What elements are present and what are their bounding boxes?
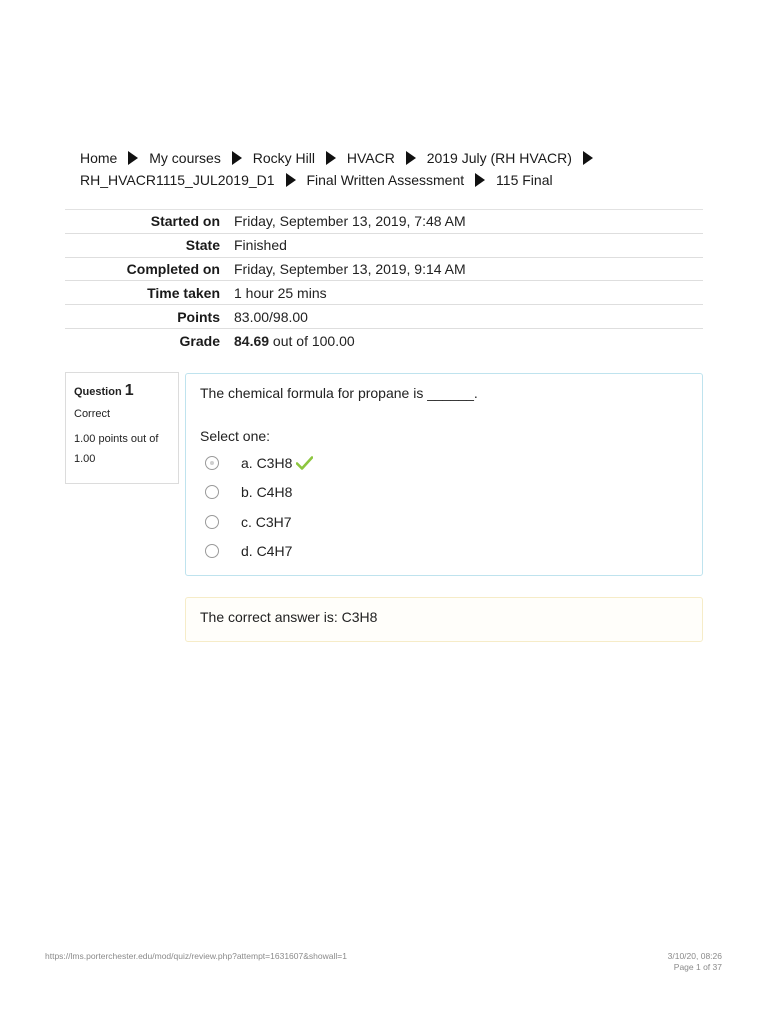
question-content-box: [185, 373, 703, 576]
answer-option-c[interactable]: [200, 507, 688, 537]
answer-label: d. C4H7: [241, 543, 293, 560]
breadcrumb-separator-icon: [583, 151, 593, 165]
question-grade: 1.00 points out of 1.00: [74, 433, 159, 465]
answer-list: [200, 448, 688, 566]
question-number: [74, 382, 170, 400]
summary-value: Friday, September 13, 2019, 7:48 AM: [234, 210, 703, 234]
attempt-summary-table: [65, 209, 703, 352]
breadcrumb-item-hvacr[interactable]: [347, 150, 423, 166]
breadcrumb-item-2019-july[interactable]: [427, 150, 600, 166]
question-text: The chemical formula for propane is ______.: [200, 385, 478, 401]
answer-label: b. C4H8: [241, 484, 293, 501]
correct-check-icon: [296, 456, 313, 470]
breadcrumb-item-my-courses[interactable]: [149, 150, 249, 166]
footer-url: https://lms.porterchester.edu/mod/quiz/review.php?attempt=1631607&showall=1: [45, 951, 347, 961]
breadcrumb-item-home[interactable]: [80, 150, 145, 166]
summary-label: Started on: [65, 210, 234, 234]
breadcrumb: [80, 148, 700, 191]
breadcrumb-separator-icon: [232, 151, 242, 165]
summary-value: Friday, September 13, 2019, 9:14 AM: [234, 257, 703, 281]
summary-label: Grade: [65, 328, 234, 352]
radio-button[interactable]: [205, 515, 219, 529]
question-prompt: Select one:: [200, 428, 271, 444]
breadcrumb-separator-icon: [286, 173, 296, 187]
breadcrumb-item-rocky-hill[interactable]: [253, 150, 343, 166]
summary-row-time-taken: [65, 281, 703, 305]
breadcrumb-link-my-courses[interactable]: My courses: [149, 150, 221, 166]
footer-page-number: Page 1 of 37: [673, 962, 722, 972]
breadcrumb-link-115-final[interactable]: 115 Final: [496, 171, 553, 188]
question-info-box: [65, 372, 179, 484]
breadcrumb-separator-icon: [406, 151, 416, 165]
breadcrumb-item-course[interactable]: [80, 172, 303, 188]
radio-button-selected[interactable]: [205, 456, 219, 470]
summary-row-grade: [65, 328, 703, 352]
summary-value: 83.00/98.00: [234, 305, 703, 329]
breadcrumb-separator-icon: [326, 151, 336, 165]
summary-value: [234, 328, 703, 352]
answer-label: c. C3H7: [241, 513, 292, 530]
correct-answer-feedback: The correct answer is: C3H8: [185, 597, 703, 642]
answer-option-b[interactable]: [200, 478, 688, 508]
summary-label: Time taken: [65, 281, 234, 305]
breadcrumb-item-final-written-assessment[interactable]: [306, 172, 492, 188]
question-number-label: Question: [74, 386, 122, 398]
summary-label: Points: [65, 305, 234, 329]
footer-datetime: 3/10/20, 08:26: [667, 951, 722, 961]
summary-row-state: [65, 233, 703, 257]
breadcrumb-separator-icon: [475, 173, 485, 187]
breadcrumb-link-home[interactable]: Home: [80, 150, 118, 166]
question-state: Correct: [74, 408, 111, 420]
radio-button[interactable]: [205, 544, 219, 558]
breadcrumb-link-hvacr[interactable]: HVACR: [346, 150, 395, 166]
answer-label: a. C3H8: [241, 454, 293, 471]
summary-row-started-on: [65, 210, 703, 234]
footer-meta: [668, 951, 722, 973]
radio-button[interactable]: [205, 485, 219, 499]
breadcrumb-separator-icon: [128, 151, 138, 165]
answer-option-a[interactable]: [200, 448, 688, 478]
breadcrumb-link-final-written-assessment[interactable]: Final Written Assessment: [306, 171, 465, 188]
summary-label: State: [65, 233, 234, 257]
summary-row-completed-on: [65, 257, 703, 281]
summary-row-points: [65, 305, 703, 329]
breadcrumb-link-rocky-hill[interactable]: Rocky Hill: [252, 150, 315, 166]
summary-label: Completed on: [65, 257, 234, 281]
summary-value: 1 hour 25 mins: [234, 281, 703, 305]
grade-out-of: out of 100.00: [269, 332, 355, 349]
breadcrumb-link-2019-july[interactable]: 2019 July (RH HVACR): [426, 150, 572, 166]
answer-option-d[interactable]: [200, 537, 688, 567]
breadcrumb-link-course[interactable]: RH_HVACR1115_JUL2019_D1: [80, 171, 275, 188]
summary-value: Finished: [234, 233, 703, 257]
breadcrumb-item-115-final[interactable]: [496, 172, 553, 188]
grade-score: 84.69: [234, 332, 270, 349]
question-number-value: 1: [124, 382, 134, 399]
